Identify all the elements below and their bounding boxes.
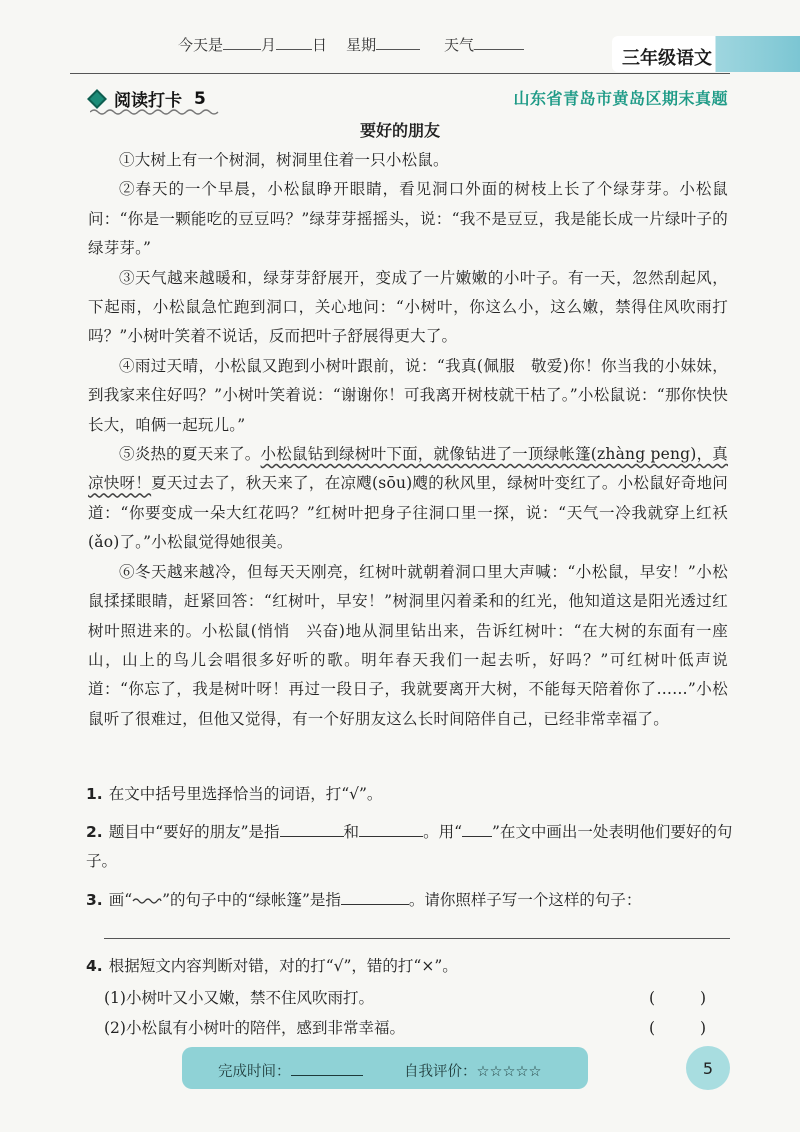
judge-item-2-text: (2)小松鼠有小树叶的陪伴，感到非常幸福。 — [104, 1019, 405, 1037]
paragraph-4: ④雨过天晴，小松鼠又跑到小树叶跟前，说：“我真(佩服 敬爱)你！你当我的小妹妹，到我家来住好吗？”小树叶笑着说：“谢谢你！可我离开树枝就干枯了。”小松鼠说：“那你快快长大，咱俩一起玩儿。” — [88, 356, 728, 434]
wavy-line-sample — [132, 895, 162, 905]
page-number: 5 — [686, 1046, 730, 1090]
date-line — [178, 34, 524, 55]
line-sample — [462, 820, 492, 837]
paragraph-5-end: 夏天过去了，秋天来了，在凉飕(sōu)飕的秋风里，绿树叶变红了。小松鼠好奇地问道：“你要变成一朵大红花吗？”红树叶把身子往洞口里一探，说：“天气一冷我就穿上红袄(ǎo)了。”小松鼠觉得她很美。 — [88, 474, 728, 552]
weekday-label: 星期 — [346, 36, 377, 54]
day-blank[interactable] — [276, 35, 312, 50]
question-3-number: 3. — [86, 891, 103, 909]
question-3-text-b: ”的句子中的“绿帐篷”是指 — [162, 891, 341, 909]
paragraph-2: ②春天的一个早晨，小松鼠睁开眼睛，看见洞口外面的树枝上长了个绿芽芽。小松鼠问：“你是一颗能吃的豆豆吗？”绿芽芽摇摇头，说：“我不是豆豆，我是能长成一片绿叶子的绿芽芽。” — [88, 180, 728, 258]
wavy-underline-decoration — [90, 108, 220, 116]
paragraph-5-start: ⑤炎热的夏天来了。 — [119, 445, 261, 464]
source-label: 山东省青岛市黄岛区期末真题 — [513, 89, 728, 108]
question-3-text-c: 。请你照样子写一个这样的句子： — [408, 891, 642, 909]
question-2-text-a: 题目中“要好的朋友”是指 — [108, 823, 280, 841]
section-number: 5 — [194, 88, 206, 109]
article-title: 要好的朋友 — [359, 121, 440, 140]
question-4-number: 4. — [86, 957, 103, 975]
article-body — [88, 146, 728, 734]
paragraph-1: ①大树上有一个树洞，树洞里住着一只小松鼠。 — [119, 151, 449, 169]
question-2-number: 2. — [86, 823, 103, 841]
date-prefix: 今天是 — [178, 36, 224, 54]
header-rule — [70, 73, 730, 74]
month-blank[interactable] — [223, 35, 261, 50]
answer-blank-tent[interactable] — [341, 888, 409, 905]
question-3 — [86, 886, 736, 915]
time-blank[interactable] — [291, 1059, 363, 1076]
question-4 — [86, 952, 736, 981]
time-label: 完成时间： — [218, 1064, 291, 1080]
section-label: 阅读打卡 — [114, 91, 182, 111]
paragraph-3: ③天气越来越暖和，绿芽芽舒展开，变成了一片嫩嫩的小叶子。有一天，忽然刮起风，下起雨，小松鼠急忙跑到洞口，关心地问：“小树叶，你这么小，这么嫩，禁得住风吹雨打吗？”小树叶笑着不说话，反而把叶子舒展得更大了。 — [88, 268, 728, 346]
eval-label: 自我评价： — [403, 1064, 477, 1080]
answer-blank-friend-1[interactable] — [280, 820, 344, 837]
wavy-sentence: 小松鼠钻到绿树叶下面，就像钻进了一顶绿帐篷(zhàng peng)，真凉快呀！ — [88, 445, 728, 493]
question-1-text: 在文中括号里选择恰当的词语，打“√”。 — [108, 785, 383, 803]
question-2 — [86, 818, 736, 876]
paragraph-5 — [88, 440, 728, 558]
diamond-icon — [87, 89, 107, 109]
question-2-text-b: 和 — [343, 823, 360, 841]
question-2-text-d: ”在文中画出一处表明他们要好的句子。 — [86, 823, 733, 870]
judge-item-2 — [104, 1014, 730, 1043]
question-1 — [86, 780, 736, 809]
weekday-blank[interactable] — [376, 35, 420, 50]
day-label: 日 — [312, 36, 328, 54]
weather-blank[interactable] — [474, 35, 524, 50]
question-4-text: 根据短文内容判断对错，对的打“√”，错的打“×”。 — [108, 957, 458, 975]
grade-label: 三年级语文 — [622, 48, 712, 69]
judge-item-2-paren[interactable]: ( ) — [648, 1019, 726, 1037]
question-3-text-a: 画“ — [108, 891, 133, 909]
judge-item-1-paren[interactable]: ( ) — [648, 989, 726, 1007]
footer-text — [218, 1059, 541, 1081]
paragraph-6: ⑥冬天越来越冷，但每天天刚亮，红树叶就朝着洞口里大声喊：“小松鼠，早安！”小松鼠揉揉眼睛，赶紧回答：“红树叶，早安！”树洞里闪着柔和的红光，他知道这是阳光透过红树叶照进来的。小松鼠(悄悄 兴奋)地从洞里钻出来，告诉红树叶：“在大树的东面有一座山，山上的鸟儿会唱很多好听的歌。明年春天我们一起去听，好吗？”可红树叶低声说道：“你忘了，我是树叶呀！再过一段日子，我就要离开大树，不能每天陪着你了……”小松鼠听了很难过，但他又觉得，有一个好朋友这么长时间陪伴自己，已经非常幸福了。 — [88, 562, 728, 728]
answer-blank-friend-2[interactable] — [359, 820, 423, 837]
star-rating[interactable]: ☆☆☆☆☆ — [476, 1064, 542, 1080]
judge-item-1 — [104, 984, 730, 1013]
weather-label: 天气 — [443, 36, 474, 54]
answer-line-sentence[interactable] — [104, 938, 730, 939]
question-2-text-c: 。用“ — [423, 823, 462, 841]
month-label: 月 — [261, 36, 277, 54]
judge-item-1-text: (1)小树叶又小又嫩，禁不住风吹雨打。 — [104, 989, 374, 1007]
question-1-number: 1. — [86, 785, 103, 803]
